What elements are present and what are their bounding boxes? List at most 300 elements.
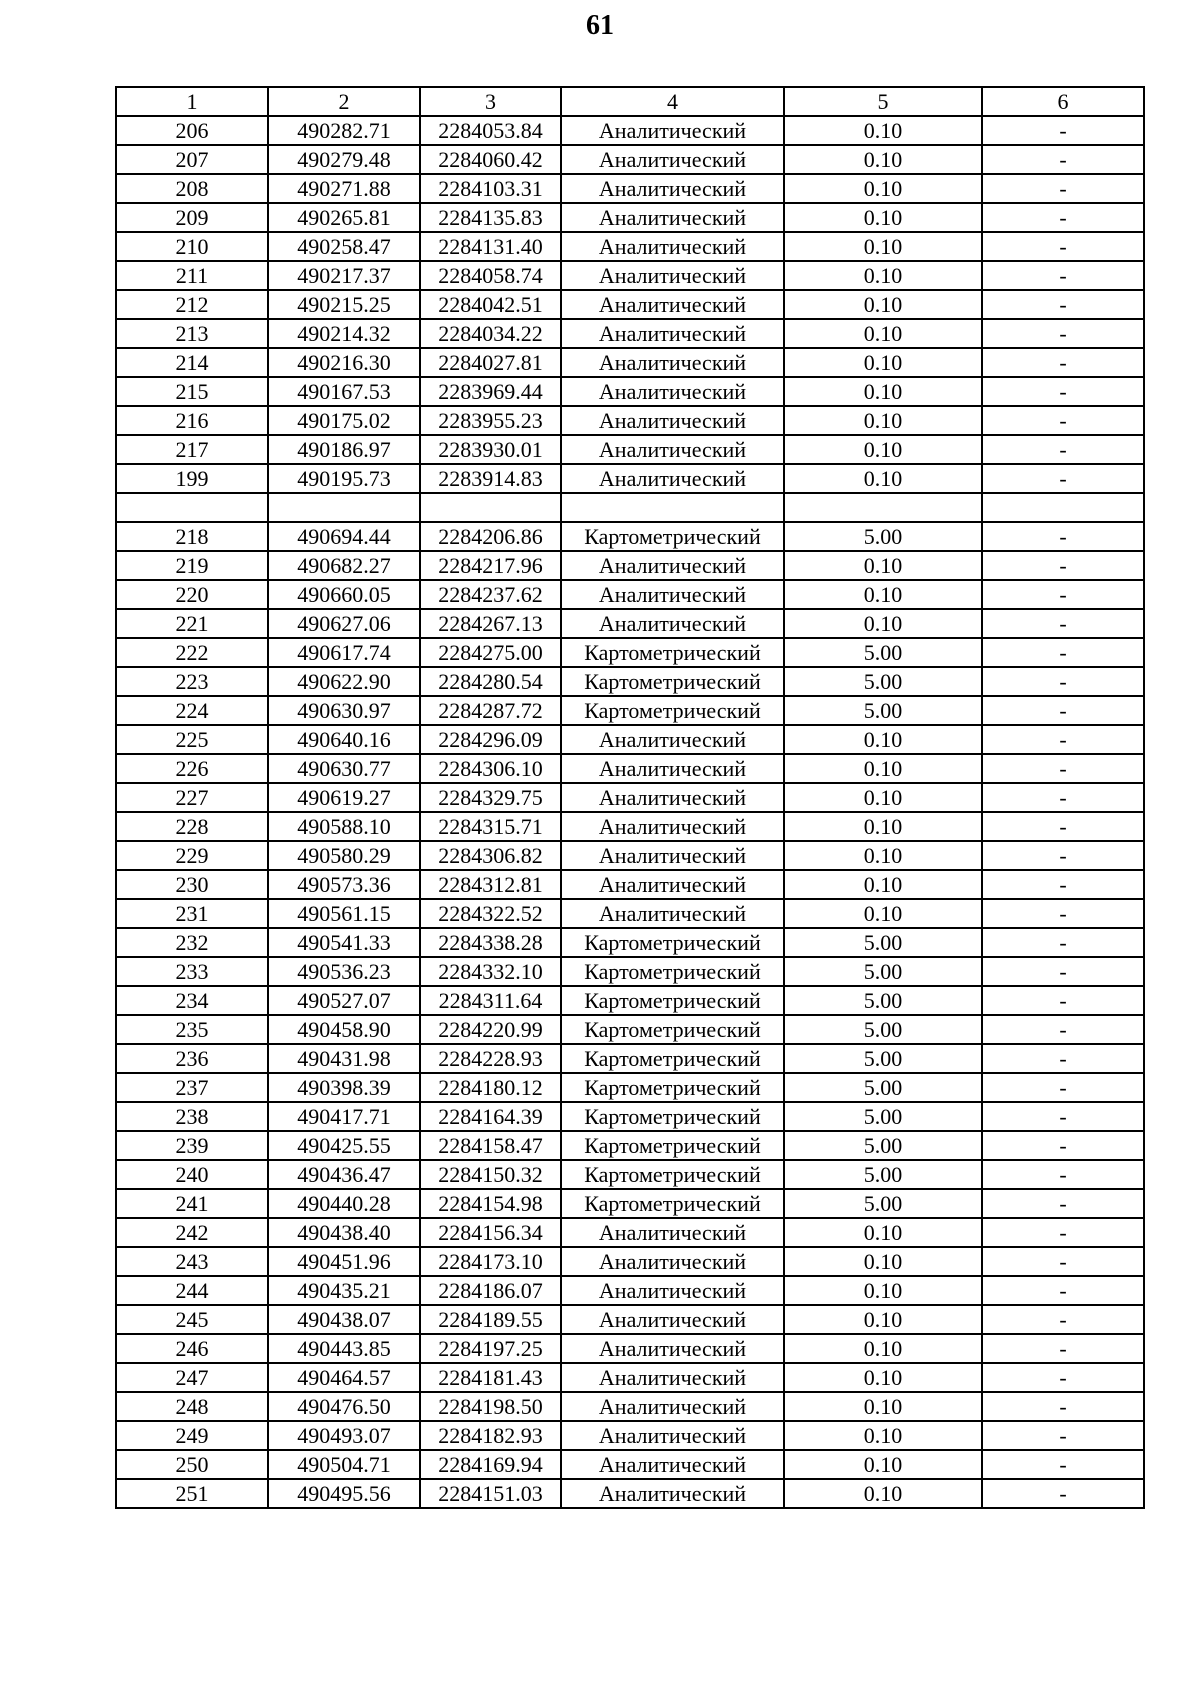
- note-cell: -: [982, 1421, 1144, 1450]
- table-row: [116, 1363, 1144, 1392]
- method-cell: Аналитический: [561, 841, 784, 870]
- table-row: [116, 1247, 1144, 1276]
- y-coordinate-cell: 2284280.54: [420, 667, 561, 696]
- accuracy-cell: 0.10: [784, 232, 982, 261]
- table-row: [116, 145, 1144, 174]
- method-cell: Аналитический: [561, 1421, 784, 1450]
- note-cell: -: [982, 841, 1144, 870]
- method-cell: Аналитический: [561, 290, 784, 319]
- note-cell: -: [982, 638, 1144, 667]
- note-cell: -: [982, 1160, 1144, 1189]
- table-row: [116, 261, 1144, 290]
- point-number-cell: 232: [116, 928, 268, 957]
- y-coordinate-cell: 2284164.39: [420, 1102, 561, 1131]
- note-cell: -: [982, 406, 1144, 435]
- note-cell: -: [982, 667, 1144, 696]
- method-cell: Картометрический: [561, 1102, 784, 1131]
- table-row: [116, 116, 1144, 145]
- table-row: [116, 348, 1144, 377]
- y-coordinate-cell: 2284267.13: [420, 609, 561, 638]
- table-body: [116, 116, 1144, 1508]
- x-coordinate-cell: 490580.29: [268, 841, 420, 870]
- accuracy-cell: 0.10: [784, 406, 982, 435]
- point-number-cell: 243: [116, 1247, 268, 1276]
- table-row: [116, 232, 1144, 261]
- header-row: [116, 87, 1144, 116]
- note-cell: -: [982, 174, 1144, 203]
- note-cell: -: [982, 870, 1144, 899]
- table-row: [116, 957, 1144, 986]
- accuracy-cell: 0.10: [784, 464, 982, 493]
- method-cell: Картометрический: [561, 1015, 784, 1044]
- point-number-cell: 234: [116, 986, 268, 1015]
- y-coordinate-cell: 2284053.84: [420, 116, 561, 145]
- x-coordinate-cell: 490282.71: [268, 116, 420, 145]
- point-number-cell: 207: [116, 145, 268, 174]
- point-number-cell: 235: [116, 1015, 268, 1044]
- x-coordinate-cell: 490436.47: [268, 1160, 420, 1189]
- x-coordinate-cell: 490451.96: [268, 1247, 420, 1276]
- point-number-cell: 206: [116, 116, 268, 145]
- accuracy-cell: 5.00: [784, 522, 982, 551]
- note-cell: -: [982, 435, 1144, 464]
- method-cell: Аналитический: [561, 1392, 784, 1421]
- y-coordinate-cell: 2284151.03: [420, 1479, 561, 1508]
- table-row: [116, 1131, 1144, 1160]
- note-cell: -: [982, 348, 1144, 377]
- y-coordinate-cell: 2284198.50: [420, 1392, 561, 1421]
- point-number-cell: 227: [116, 783, 268, 812]
- method-cell: Аналитический: [561, 580, 784, 609]
- method-cell: Картометрический: [561, 986, 784, 1015]
- point-number-cell: 224: [116, 696, 268, 725]
- y-coordinate-cell: 2284182.93: [420, 1421, 561, 1450]
- y-coordinate-cell: 2284275.00: [420, 638, 561, 667]
- y-coordinate-cell: 2284306.10: [420, 754, 561, 783]
- accuracy-cell: 0.10: [784, 348, 982, 377]
- table-row: [116, 406, 1144, 435]
- x-coordinate-cell: [268, 493, 420, 522]
- table-row: [116, 435, 1144, 464]
- y-coordinate-cell: 2284181.43: [420, 1363, 561, 1392]
- x-coordinate-cell: 490561.15: [268, 899, 420, 928]
- note-cell: -: [982, 609, 1144, 638]
- x-coordinate-cell: 490495.56: [268, 1479, 420, 1508]
- y-coordinate-cell: 2284287.72: [420, 696, 561, 725]
- note-cell: -: [982, 232, 1144, 261]
- accuracy-cell: 0.10: [784, 261, 982, 290]
- point-number-cell: 222: [116, 638, 268, 667]
- accuracy-cell: 0.10: [784, 783, 982, 812]
- table-row: [116, 638, 1144, 667]
- method-cell: Картометрический: [561, 1073, 784, 1102]
- note-cell: -: [982, 377, 1144, 406]
- table-row: [116, 1218, 1144, 1247]
- note-cell: -: [982, 1073, 1144, 1102]
- method-cell: Картометрический: [561, 667, 784, 696]
- page-number: 61: [586, 10, 614, 41]
- y-coordinate-cell: 2284296.09: [420, 725, 561, 754]
- accuracy-cell: 0.10: [784, 899, 982, 928]
- table-row: [116, 1392, 1144, 1421]
- accuracy-cell: 0.10: [784, 1276, 982, 1305]
- method-cell: Аналитический: [561, 1363, 784, 1392]
- y-coordinate-cell: 2284217.96: [420, 551, 561, 580]
- point-number-cell: 236: [116, 1044, 268, 1073]
- point-number-cell: 233: [116, 957, 268, 986]
- method-cell: Картометрический: [561, 1044, 784, 1073]
- y-coordinate-cell: 2284058.74: [420, 261, 561, 290]
- y-coordinate-cell: 2284338.28: [420, 928, 561, 957]
- x-coordinate-cell: 490431.98: [268, 1044, 420, 1073]
- method-cell: [561, 493, 784, 522]
- table-row: [116, 986, 1144, 1015]
- accuracy-cell: 0.10: [784, 1450, 982, 1479]
- point-number-cell: 229: [116, 841, 268, 870]
- point-number-cell: 240: [116, 1160, 268, 1189]
- point-number-cell: 237: [116, 1073, 268, 1102]
- column-header: 1: [116, 87, 268, 116]
- method-cell: Картометрический: [561, 957, 784, 986]
- note-cell: -: [982, 1305, 1144, 1334]
- accuracy-cell: 5.00: [784, 1189, 982, 1218]
- x-coordinate-cell: 490438.07: [268, 1305, 420, 1334]
- method-cell: Аналитический: [561, 1479, 784, 1508]
- accuracy-cell: 0.10: [784, 1218, 982, 1247]
- y-coordinate-cell: 2284315.71: [420, 812, 561, 841]
- accuracy-cell: 5.00: [784, 696, 982, 725]
- y-coordinate-cell: 2284186.07: [420, 1276, 561, 1305]
- x-coordinate-cell: 490660.05: [268, 580, 420, 609]
- accuracy-cell: 0.10: [784, 812, 982, 841]
- accuracy-cell: 5.00: [784, 667, 982, 696]
- y-coordinate-cell: 2284332.10: [420, 957, 561, 986]
- point-number-cell: 242: [116, 1218, 268, 1247]
- note-cell: -: [982, 696, 1144, 725]
- note-cell: -: [982, 725, 1144, 754]
- accuracy-cell: 0.10: [784, 377, 982, 406]
- note-cell: -: [982, 261, 1144, 290]
- x-coordinate-cell: 490617.74: [268, 638, 420, 667]
- y-coordinate-cell: 2284312.81: [420, 870, 561, 899]
- accuracy-cell: 0.10: [784, 580, 982, 609]
- method-cell: Картометрический: [561, 928, 784, 957]
- point-number-cell: 245: [116, 1305, 268, 1334]
- point-number-cell: 239: [116, 1131, 268, 1160]
- y-coordinate-cell: 2284131.40: [420, 232, 561, 261]
- point-number-cell: 212: [116, 290, 268, 319]
- method-cell: Аналитический: [561, 754, 784, 783]
- y-coordinate-cell: [420, 493, 561, 522]
- method-cell: Аналитический: [561, 812, 784, 841]
- point-number-cell: 238: [116, 1102, 268, 1131]
- method-cell: Аналитический: [561, 377, 784, 406]
- x-coordinate-cell: 490464.57: [268, 1363, 420, 1392]
- point-number-cell: 214: [116, 348, 268, 377]
- x-coordinate-cell: 490440.28: [268, 1189, 420, 1218]
- note-cell: -: [982, 1479, 1144, 1508]
- method-cell: Аналитический: [561, 899, 784, 928]
- note-cell: -: [982, 1247, 1144, 1276]
- note-cell: -: [982, 1276, 1144, 1305]
- coordinates-table: [115, 86, 1145, 1509]
- point-number-cell: 247: [116, 1363, 268, 1392]
- x-coordinate-cell: 490417.71: [268, 1102, 420, 1131]
- x-coordinate-cell: 490630.77: [268, 754, 420, 783]
- y-coordinate-cell: 2284237.62: [420, 580, 561, 609]
- accuracy-cell: 5.00: [784, 957, 982, 986]
- x-coordinate-cell: 490527.07: [268, 986, 420, 1015]
- note-cell: -: [982, 1131, 1144, 1160]
- point-number-cell: 199: [116, 464, 268, 493]
- x-coordinate-cell: 490258.47: [268, 232, 420, 261]
- x-coordinate-cell: 490504.71: [268, 1450, 420, 1479]
- table-row: [116, 522, 1144, 551]
- accuracy-cell: 0.10: [784, 1363, 982, 1392]
- x-coordinate-cell: 490265.81: [268, 203, 420, 232]
- y-coordinate-cell: 2284027.81: [420, 348, 561, 377]
- table-row: [116, 203, 1144, 232]
- method-cell: Картометрический: [561, 1189, 784, 1218]
- point-number-cell: 209: [116, 203, 268, 232]
- table-row: [116, 725, 1144, 754]
- accuracy-cell: 5.00: [784, 638, 982, 667]
- column-header: 5: [784, 87, 982, 116]
- y-coordinate-cell: 2284042.51: [420, 290, 561, 319]
- accuracy-cell: 0.10: [784, 1305, 982, 1334]
- table-row: [116, 1189, 1144, 1218]
- y-coordinate-cell: 2284180.12: [420, 1073, 561, 1102]
- note-cell: -: [982, 1450, 1144, 1479]
- method-cell: Аналитический: [561, 406, 784, 435]
- x-coordinate-cell: 490425.55: [268, 1131, 420, 1160]
- accuracy-cell: 0.10: [784, 1421, 982, 1450]
- x-coordinate-cell: 490493.07: [268, 1421, 420, 1450]
- method-cell: Аналитический: [561, 1247, 784, 1276]
- accuracy-cell: 0.10: [784, 609, 982, 638]
- point-number-cell: 241: [116, 1189, 268, 1218]
- table-row: [116, 377, 1144, 406]
- point-number-cell: 226: [116, 754, 268, 783]
- accuracy-cell: 0.10: [784, 174, 982, 203]
- x-coordinate-cell: 490536.23: [268, 957, 420, 986]
- y-coordinate-cell: 2284311.64: [420, 986, 561, 1015]
- method-cell: Аналитический: [561, 1334, 784, 1363]
- method-cell: Аналитический: [561, 870, 784, 899]
- accuracy-cell: 0.10: [784, 551, 982, 580]
- note-cell: -: [982, 551, 1144, 580]
- note-cell: -: [982, 754, 1144, 783]
- point-number-cell: 250: [116, 1450, 268, 1479]
- method-cell: Аналитический: [561, 203, 784, 232]
- x-coordinate-cell: 490588.10: [268, 812, 420, 841]
- x-coordinate-cell: 490682.27: [268, 551, 420, 580]
- point-number-cell: 246: [116, 1334, 268, 1363]
- x-coordinate-cell: 490167.53: [268, 377, 420, 406]
- note-cell: -: [982, 1218, 1144, 1247]
- method-cell: Аналитический: [561, 435, 784, 464]
- note-cell: -: [982, 957, 1144, 986]
- point-number-cell: 249: [116, 1421, 268, 1450]
- method-cell: Картометрический: [561, 1160, 784, 1189]
- method-cell: Аналитический: [561, 116, 784, 145]
- note-cell: -: [982, 899, 1144, 928]
- accuracy-cell: 5.00: [784, 1102, 982, 1131]
- table-row: [116, 754, 1144, 783]
- x-coordinate-cell: 490438.40: [268, 1218, 420, 1247]
- y-coordinate-cell: 2284034.22: [420, 319, 561, 348]
- note-cell: -: [982, 203, 1144, 232]
- table-row: [116, 1073, 1144, 1102]
- point-number-cell: 220: [116, 580, 268, 609]
- note-cell: -: [982, 812, 1144, 841]
- column-header: 4: [561, 87, 784, 116]
- table-row: [116, 174, 1144, 203]
- point-number-cell: [116, 493, 268, 522]
- note-cell: -: [982, 319, 1144, 348]
- x-coordinate-cell: 490279.48: [268, 145, 420, 174]
- accuracy-cell: [784, 493, 982, 522]
- x-coordinate-cell: 490175.02: [268, 406, 420, 435]
- method-cell: Аналитический: [561, 464, 784, 493]
- table-row: [116, 1102, 1144, 1131]
- y-coordinate-cell: 2284306.82: [420, 841, 561, 870]
- accuracy-cell: 0.10: [784, 754, 982, 783]
- table-row: [116, 319, 1144, 348]
- x-coordinate-cell: 490640.16: [268, 725, 420, 754]
- point-number-cell: 210: [116, 232, 268, 261]
- table-row: [116, 1276, 1144, 1305]
- y-coordinate-cell: 2284322.52: [420, 899, 561, 928]
- x-coordinate-cell: 490458.90: [268, 1015, 420, 1044]
- y-coordinate-cell: 2284150.32: [420, 1160, 561, 1189]
- accuracy-cell: 0.10: [784, 1334, 982, 1363]
- table-row: [116, 551, 1144, 580]
- y-coordinate-cell: 2284173.10: [420, 1247, 561, 1276]
- accuracy-cell: 0.10: [784, 1479, 982, 1508]
- note-cell: -: [982, 580, 1144, 609]
- note-cell: -: [982, 1102, 1144, 1131]
- method-cell: Аналитический: [561, 783, 784, 812]
- table-row: [116, 1450, 1144, 1479]
- y-coordinate-cell: 2284220.99: [420, 1015, 561, 1044]
- point-number-cell: 225: [116, 725, 268, 754]
- note-cell: -: [982, 145, 1144, 174]
- table-row: [116, 1044, 1144, 1073]
- y-coordinate-cell: 2284154.98: [420, 1189, 561, 1218]
- note-cell: -: [982, 1044, 1144, 1073]
- point-number-cell: 248: [116, 1392, 268, 1421]
- point-number-cell: 211: [116, 261, 268, 290]
- method-cell: Картометрический: [561, 696, 784, 725]
- note-cell: -: [982, 928, 1144, 957]
- point-number-cell: 219: [116, 551, 268, 580]
- table-row: [116, 493, 1144, 522]
- method-cell: Картометрический: [561, 638, 784, 667]
- y-coordinate-cell: 2284060.42: [420, 145, 561, 174]
- x-coordinate-cell: 490195.73: [268, 464, 420, 493]
- y-coordinate-cell: 2284228.93: [420, 1044, 561, 1073]
- x-coordinate-cell: 490271.88: [268, 174, 420, 203]
- y-coordinate-cell: 2284103.31: [420, 174, 561, 203]
- point-number-cell: 218: [116, 522, 268, 551]
- accuracy-cell: 0.10: [784, 1247, 982, 1276]
- point-number-cell: 208: [116, 174, 268, 203]
- table-row: [116, 899, 1144, 928]
- y-coordinate-cell: 2283914.83: [420, 464, 561, 493]
- y-coordinate-cell: 2284169.94: [420, 1450, 561, 1479]
- x-coordinate-cell: 490435.21: [268, 1276, 420, 1305]
- note-cell: -: [982, 1334, 1144, 1363]
- column-header: 3: [420, 87, 561, 116]
- method-cell: Аналитический: [561, 725, 784, 754]
- table-row: [116, 928, 1144, 957]
- table-row: [116, 1421, 1144, 1450]
- x-coordinate-cell: 490217.37: [268, 261, 420, 290]
- accuracy-cell: 0.10: [784, 145, 982, 174]
- accuracy-cell: 5.00: [784, 928, 982, 957]
- table-row: [116, 1305, 1144, 1334]
- point-number-cell: 231: [116, 899, 268, 928]
- note-cell: [982, 493, 1144, 522]
- accuracy-cell: 5.00: [784, 1044, 982, 1073]
- accuracy-cell: 0.10: [784, 725, 982, 754]
- method-cell: Аналитический: [561, 1218, 784, 1247]
- method-cell: Аналитический: [561, 1450, 784, 1479]
- accuracy-cell: 0.10: [784, 116, 982, 145]
- x-coordinate-cell: 490214.32: [268, 319, 420, 348]
- table-row: [116, 1160, 1144, 1189]
- x-coordinate-cell: 490619.27: [268, 783, 420, 812]
- method-cell: Аналитический: [561, 232, 784, 261]
- x-coordinate-cell: 490398.39: [268, 1073, 420, 1102]
- method-cell: Картометрический: [561, 1131, 784, 1160]
- point-number-cell: 213: [116, 319, 268, 348]
- table-row: [116, 464, 1144, 493]
- accuracy-cell: 0.10: [784, 1392, 982, 1421]
- x-coordinate-cell: 490622.90: [268, 667, 420, 696]
- point-number-cell: 251: [116, 1479, 268, 1508]
- x-coordinate-cell: 490216.30: [268, 348, 420, 377]
- note-cell: -: [982, 290, 1144, 319]
- accuracy-cell: 5.00: [784, 986, 982, 1015]
- accuracy-cell: 5.00: [784, 1073, 982, 1102]
- y-coordinate-cell: 2284158.47: [420, 1131, 561, 1160]
- point-number-cell: 230: [116, 870, 268, 899]
- x-coordinate-cell: 490186.97: [268, 435, 420, 464]
- note-cell: -: [982, 1363, 1144, 1392]
- y-coordinate-cell: 2283930.01: [420, 435, 561, 464]
- table-row: [116, 580, 1144, 609]
- x-coordinate-cell: 490573.36: [268, 870, 420, 899]
- point-number-cell: 244: [116, 1276, 268, 1305]
- y-coordinate-cell: 2284189.55: [420, 1305, 561, 1334]
- x-coordinate-cell: 490627.06: [268, 609, 420, 638]
- point-number-cell: 217: [116, 435, 268, 464]
- method-cell: Аналитический: [561, 319, 784, 348]
- method-cell: Картометрический: [561, 522, 784, 551]
- x-coordinate-cell: 490630.97: [268, 696, 420, 725]
- table-row: [116, 609, 1144, 638]
- point-number-cell: 215: [116, 377, 268, 406]
- accuracy-cell: 0.10: [784, 290, 982, 319]
- method-cell: Аналитический: [561, 1305, 784, 1334]
- note-cell: -: [982, 1015, 1144, 1044]
- x-coordinate-cell: 490476.50: [268, 1392, 420, 1421]
- note-cell: -: [982, 116, 1144, 145]
- table-row: [116, 1479, 1144, 1508]
- method-cell: Аналитический: [561, 609, 784, 638]
